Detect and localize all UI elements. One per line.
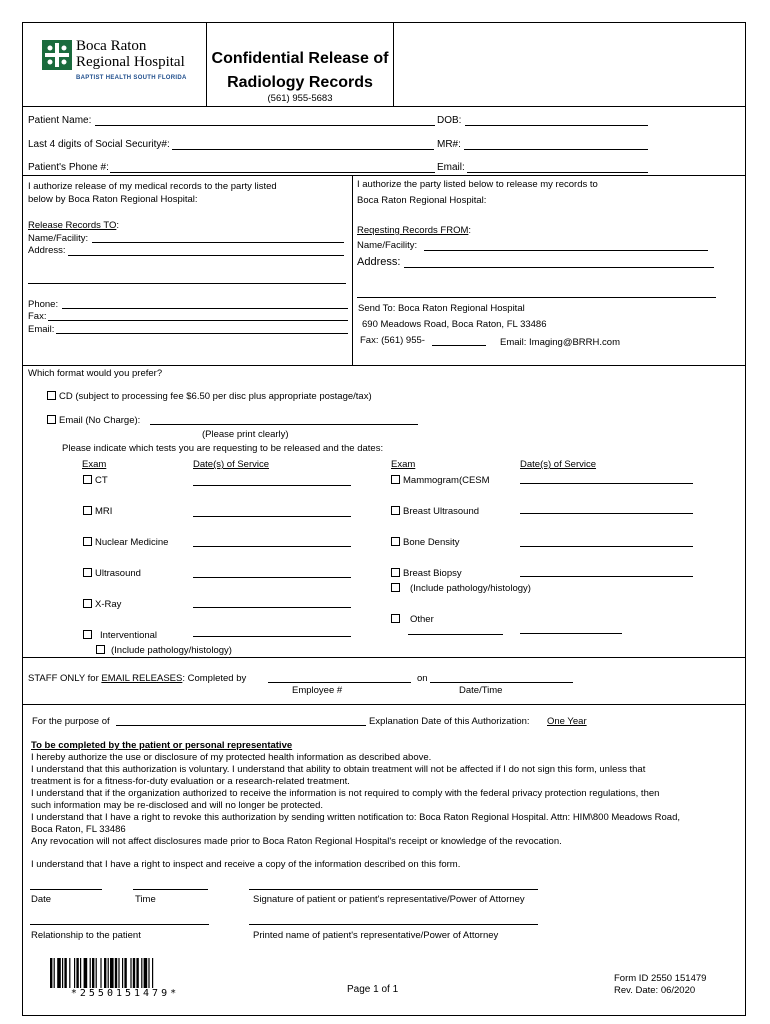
barcode-bar <box>152 958 153 988</box>
barcode-bar <box>124 958 126 988</box>
time-caption: Time <box>135 894 156 905</box>
exam-header-left: Exam <box>82 459 107 470</box>
release-to-colon: : <box>116 220 119 231</box>
ultrasound-checkbox[interactable] <box>83 568 92 577</box>
mammogram-checkbox[interactable] <box>391 475 400 484</box>
exam-nuclear[interactable] <box>83 537 168 549</box>
section-rule <box>22 175 746 176</box>
employee-caption: Employee # <box>292 685 343 696</box>
exam-xray-label: X-Ray <box>95 599 122 610</box>
indicate-tests: Please indicate which tests you are requesting to be released and the dates: <box>62 443 384 454</box>
barcode-bar <box>136 958 138 988</box>
header-divider <box>393 22 394 106</box>
barcode-bar <box>141 958 142 988</box>
barcode-bar <box>76 958 78 988</box>
barcode-bar <box>54 958 55 988</box>
barcode <box>50 958 200 988</box>
consent-line: I understand that I have a right to revoke this authorization by sending written notification to: Boca Raton Regional Hospital. Attn: HIM\800 Meadows Road, <box>31 812 681 823</box>
exam-mri[interactable] <box>83 506 112 518</box>
form-id: Form ID 2550 151479 <box>614 973 707 984</box>
barcode-number: *2550151479* <box>70 988 180 999</box>
breast-ultrasound-checkbox[interactable] <box>391 506 400 515</box>
send-to-email: Email: Imaging@BRRH.com <box>500 337 620 348</box>
format-question: Which format would you prefer? <box>28 368 163 379</box>
release-to-text: Release Records TO <box>28 220 117 231</box>
xray-checkbox[interactable] <box>83 599 92 608</box>
barcode-bar <box>74 958 75 988</box>
column-divider <box>352 175 353 365</box>
right-auth-line2: Boca Raton Regional Hospital: <box>357 195 487 206</box>
send-to: Send To: Boca Raton Regional Hospital <box>358 303 525 314</box>
left-phone-label: Phone: <box>28 299 59 310</box>
exam-mammogram[interactable] <box>391 475 490 487</box>
email-option[interactable] <box>47 415 140 427</box>
left-name-field[interactable] <box>92 242 344 243</box>
exam-xray[interactable] <box>83 599 121 611</box>
completed-by-text: : Completed by <box>182 673 247 684</box>
left-address-field-2[interactable] <box>28 283 346 284</box>
exam-header-right: Exam <box>391 459 416 470</box>
page-number: Page 1 of 1 <box>347 984 399 995</box>
exam-mammogram-label: Mammogram(CESM <box>403 475 490 486</box>
left-fax-field[interactable] <box>48 320 348 321</box>
mr-field[interactable] <box>464 149 648 150</box>
ct-date-field[interactable] <box>193 485 351 486</box>
left-auth-line1: I authorize release of my medical records to the party listed <box>28 181 277 192</box>
title-line2: Radiology Records <box>227 74 373 91</box>
relationship-line[interactable] <box>30 924 209 925</box>
right-address-field-2[interactable] <box>357 297 716 298</box>
other-date-field[interactable] <box>520 633 622 634</box>
email-checkbox[interactable] <box>47 415 56 424</box>
logo-line2: Regional Hospital <box>76 54 185 70</box>
dates-header-right: Date(s) of Service <box>520 459 597 470</box>
time-line[interactable] <box>133 889 208 890</box>
barcode-bar <box>118 958 119 988</box>
right-name-field[interactable] <box>424 250 708 251</box>
barcode-bar <box>133 958 135 988</box>
barcode-bar <box>104 958 106 988</box>
consent-line: I hereby authorize the use or disclosure of my protected health information as described above. <box>31 752 432 763</box>
right-name-label: Name/Facility: <box>357 240 418 251</box>
barcode-bar <box>100 958 101 988</box>
hospital-logo-icon <box>42 40 72 70</box>
barcode-bar <box>62 958 63 988</box>
mammogram-date-field[interactable] <box>520 483 693 484</box>
staff-only <box>28 673 246 685</box>
other-checkbox[interactable] <box>391 614 400 623</box>
release-to-heading <box>28 220 119 232</box>
interventional-pathology-checkbox[interactable] <box>96 645 105 654</box>
purpose-field[interactable] <box>116 725 366 726</box>
title-line1: Confidential Release of <box>211 50 389 67</box>
email-address-field[interactable] <box>150 424 418 425</box>
print-clearly-note: (Please print clearly) <box>202 429 289 440</box>
hospital-phone: (561) 955-5683 <box>267 93 333 104</box>
patient-name-field[interactable] <box>95 125 435 126</box>
relationship-caption: Relationship to the patient <box>31 930 141 941</box>
exam-mri-label: MRI <box>95 506 113 517</box>
consent-line: Boca Raton, FL 33486 <box>31 824 126 835</box>
ssn-label: Last 4 digits of Social Security#: <box>28 139 170 150</box>
right-address-field[interactable] <box>404 267 714 268</box>
left-phone-field[interactable] <box>62 308 348 309</box>
patient-email-label: Email: <box>437 162 465 173</box>
section-rule <box>22 704 746 705</box>
cd-option[interactable] <box>47 391 372 403</box>
left-fax-label: Fax: <box>28 311 47 322</box>
form-title <box>207 47 393 95</box>
barcode-bar <box>122 958 123 988</box>
breast-biopsy-checkbox[interactable] <box>391 568 400 577</box>
patient-email-field[interactable] <box>467 172 648 173</box>
barcode-bars <box>50 958 153 988</box>
dob-label: DOB: <box>437 115 462 126</box>
barcode-bar <box>50 958 52 988</box>
left-address-label: Address: <box>28 245 66 256</box>
barcode-bar <box>115 958 117 988</box>
nuclear-checkbox[interactable] <box>83 537 92 546</box>
purpose-label: For the purpose of <box>32 716 110 727</box>
exam-ct-label: CT <box>95 475 108 486</box>
barcode-bar <box>69 958 70 988</box>
printed-name-line[interactable] <box>249 924 538 925</box>
exam-other[interactable] <box>391 614 434 626</box>
datetime-caption: Date/Time <box>459 685 503 696</box>
barcode-bar <box>80 958 81 988</box>
barcode-bar <box>144 958 148 988</box>
exam-ultrasound[interactable] <box>83 568 141 580</box>
breast-ultrasound-date-field[interactable] <box>520 513 693 514</box>
barcode-bar <box>110 958 114 988</box>
barcode-bar <box>96 958 97 988</box>
barcode-bar <box>148 958 149 988</box>
staff-only-label: STAFF ONLY for <box>28 673 102 684</box>
request-from-heading <box>357 225 471 237</box>
interventional-checkbox[interactable] <box>83 630 92 639</box>
exam-nuclear-label: Nuclear Medicine <box>95 537 169 548</box>
interventional-pathology-label: (Include pathology/histology) <box>111 645 232 656</box>
employee-field[interactable] <box>268 682 411 683</box>
exam-breast-biopsy[interactable] <box>391 568 462 580</box>
section-rule <box>22 365 746 366</box>
patient-phone-field[interactable] <box>110 172 435 173</box>
interventional-pathology[interactable] <box>96 645 232 657</box>
left-name-label: Name/Facility: <box>28 233 89 244</box>
ultrasound-date-field[interactable] <box>193 577 351 578</box>
barcode-bar <box>130 958 131 988</box>
consent-line: such information may be re-disclosed and will no longer be protected. <box>31 800 324 811</box>
left-address-field[interactable] <box>68 255 344 256</box>
breast-biopsy-date-field[interactable] <box>520 576 693 577</box>
interventional-date-field[interactable] <box>193 636 351 637</box>
biopsy-pathology[interactable] <box>391 583 531 595</box>
exam-breast-ultrasound-label: Breast Ultrasound <box>403 506 480 517</box>
biopsy-pathology-label: (Include pathology/histology) <box>410 583 531 594</box>
exam-bone-density[interactable] <box>391 537 460 549</box>
other-exam-field[interactable] <box>408 634 503 635</box>
logo-line1: Boca Raton <box>76 38 147 54</box>
date-line[interactable] <box>30 889 102 890</box>
barcode-bar <box>92 958 94 988</box>
consent-line: treatment is for a fitness-for-duty evaluation or a research-related treatment. <box>31 776 350 787</box>
exam-interventional-label: Interventional <box>100 630 158 641</box>
left-email-field[interactable] <box>56 333 348 334</box>
barcode-bar <box>90 958 91 988</box>
mri-checkbox[interactable] <box>83 506 92 515</box>
patient-phone-label: Patient's Phone #: <box>28 162 109 173</box>
right-auth-line1: I authorize the party listed below to release my records to <box>357 179 598 190</box>
rev-date: Rev. Date: 06/2020 <box>614 985 696 996</box>
bone-density-date-field[interactable] <box>520 546 693 547</box>
signature-caption: Signature of patient or patient's representative/Power of Attorney <box>253 894 525 905</box>
exam-interventional[interactable] <box>83 630 157 642</box>
cd-option-label: CD (subject to processing fee $6.50 per disc plus appropriate postage/tax) <box>59 391 372 402</box>
mr-label: MR#: <box>437 139 461 150</box>
left-auth-line2: below by Boca Raton Regional Hospital: <box>28 194 198 205</box>
send-to-street: 690 Meadows Road, Boca Raton, FL 33486 <box>362 319 547 330</box>
exam-other-label: Other <box>410 614 434 625</box>
logo-sub: BAPTIST HEALTH SOUTH FLORIDA <box>76 75 187 81</box>
consent-line: I understand that if the organization authorized to receive the information is not required to comply with the federal privacy protection regulations, then <box>31 788 660 799</box>
bone-density-checkbox[interactable] <box>391 537 400 546</box>
ssn-field[interactable] <box>172 149 434 150</box>
nuclear-date-field[interactable] <box>193 546 351 547</box>
exam-ultrasound-label: Ultrasound <box>95 568 141 579</box>
exam-bone-density-label: Bone Density <box>403 537 460 548</box>
hospital-logo <box>42 40 202 90</box>
exam-breast-biopsy-label: Breast Biopsy <box>403 568 462 579</box>
signature-line[interactable] <box>249 889 538 890</box>
email-releases-text: EMAIL RELEASES <box>101 673 183 684</box>
consent-line: I understand that this authorization is voluntary. I understand that ability to obtain treatment will not be affected if I do not sign this form, unless that <box>31 764 646 775</box>
one-year: One Year <box>547 716 587 727</box>
explanation-label: Explanation Date of this Authorization: <box>369 716 530 727</box>
inspect-statement: I understand that I have a right to inspect and receive a copy of the information described on this form. <box>31 859 461 870</box>
barcode-bar <box>57 958 61 988</box>
mri-date-field[interactable] <box>193 516 351 517</box>
consent-heading: To be completed by the patient or personal representative <box>31 740 293 751</box>
header-rule <box>22 106 746 107</box>
barcode-bar <box>84 958 88 988</box>
printed-name-caption: Printed name of patient's representative/Power of Attorney <box>253 930 499 941</box>
request-from-text: Reqesting Records FROM <box>357 225 469 236</box>
xray-date-field[interactable] <box>193 607 351 608</box>
send-to-fax-field[interactable] <box>432 345 486 346</box>
right-address-label: Address: <box>357 256 401 268</box>
on-label: on <box>417 673 428 684</box>
email-option-label: Email (No Charge): <box>59 415 141 426</box>
left-email-label: Email: <box>28 324 55 335</box>
biopsy-pathology-checkbox[interactable] <box>391 583 400 592</box>
patient-name-label: Patient Name: <box>28 115 92 126</box>
section-rule <box>22 657 746 658</box>
dates-header-left: Date(s) of Service <box>193 459 270 470</box>
barcode-bar <box>64 958 66 988</box>
send-to-fax: Fax: (561) 955- <box>360 335 425 346</box>
consent-line: Any revocation will not affect disclosures made prior to Boca Raton Regional Hospital's receipt or knowledge of the revocation. <box>31 836 562 847</box>
cd-checkbox[interactable] <box>47 391 56 400</box>
barcode-bar <box>108 958 109 988</box>
ct-checkbox[interactable] <box>83 475 92 484</box>
dob-field[interactable] <box>465 125 648 126</box>
exam-ct[interactable] <box>83 475 108 487</box>
datetime-field[interactable] <box>430 682 573 683</box>
date-caption: Date <box>31 894 52 905</box>
request-from-colon: : <box>468 225 472 236</box>
exam-breast-ultrasound[interactable] <box>391 506 479 518</box>
